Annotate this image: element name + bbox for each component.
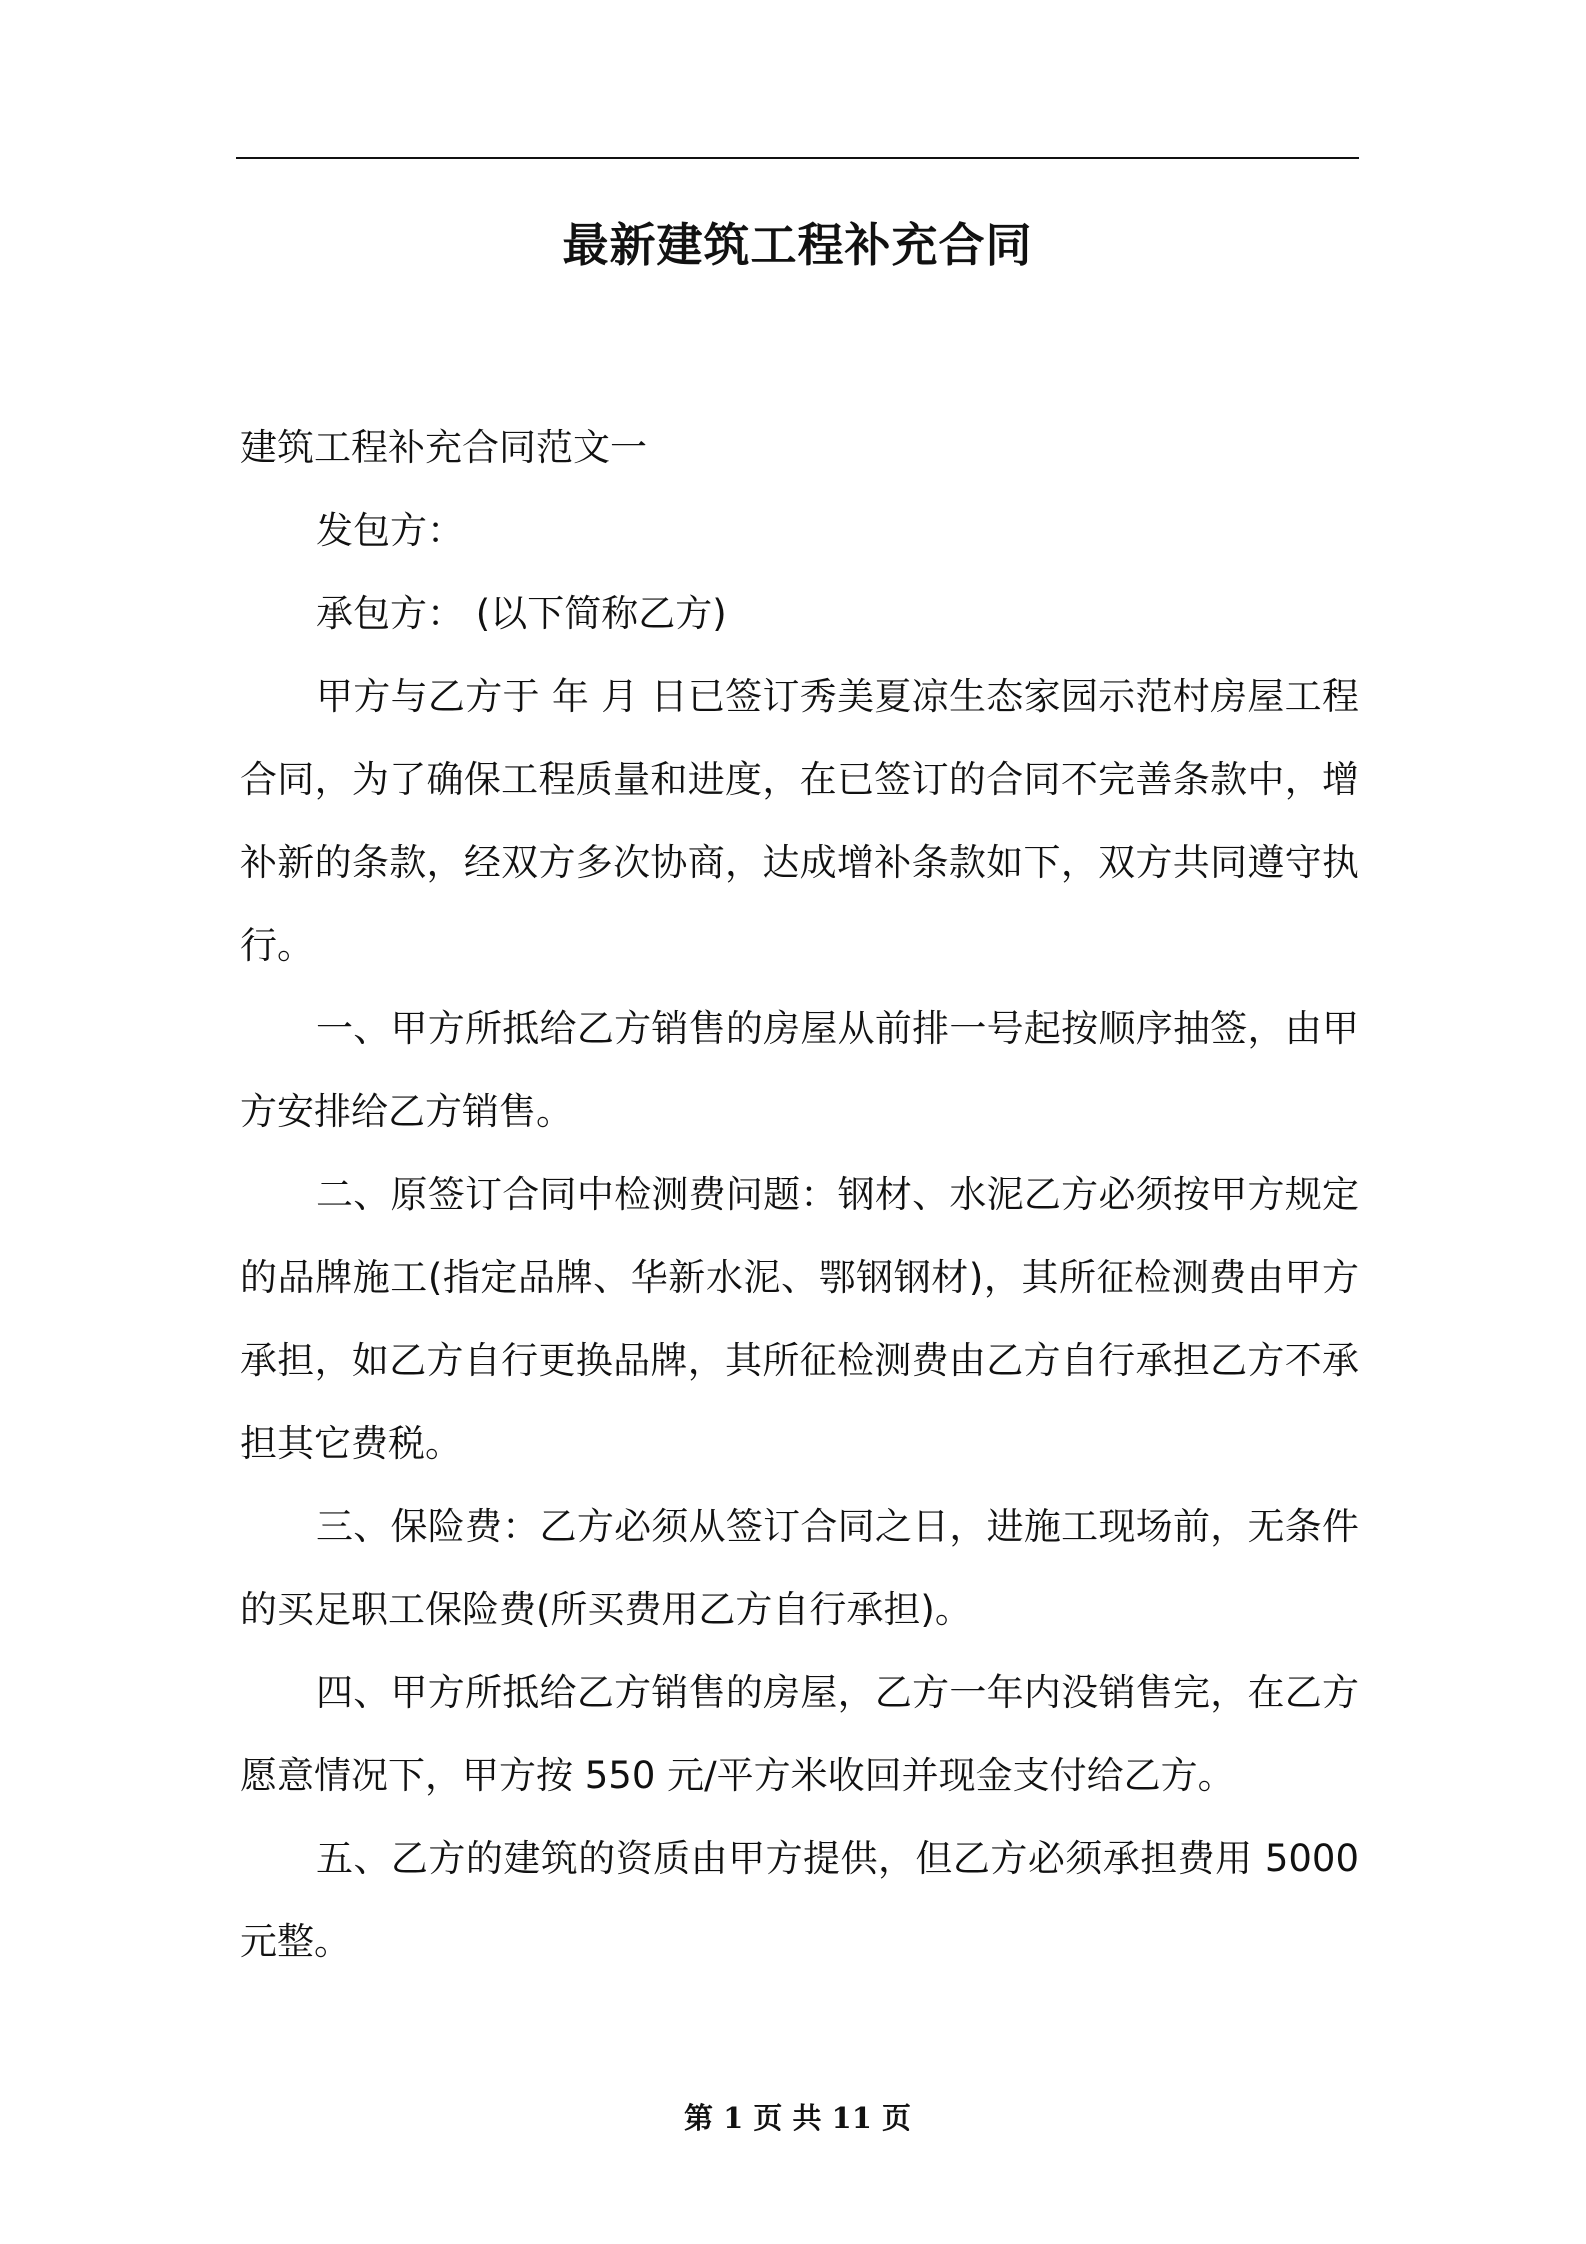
paragraph-clause-4: 四、甲方所抵给乙方销售的房屋，乙方一年内没销售完，在乙方愿意情况下，甲方按 550 元/平方米收回并现金支付给乙方。	[240, 1671, 1359, 1797]
page-number-footer: 第 1 页 共 11 页	[683, 2101, 912, 2135]
paragraph-contractor: 承包方： (以下简称乙方)	[316, 592, 727, 635]
paragraph-clause-2: 二、原签订合同中检测费问题：钢材、水泥乙方必须按甲方规定的品牌施工(指定品牌、华新水泥、鄂钢钢材)，其所征检测费由甲方承担，如乙方自行更换品牌，其所征检测费由乙方自行承担乙方不承担其它费税。	[240, 1173, 1359, 1465]
document-title: 最新建筑工程补充合同	[562, 218, 1033, 272]
header-rule	[236, 157, 1359, 159]
paragraph-clause-1: 一、甲方所抵给乙方销售的房屋从前排一号起按顺序抽签，由甲方安排给乙方销售。	[240, 1007, 1359, 1133]
paragraph-employer: 发包方：	[316, 509, 464, 552]
paragraph-clause-5: 五、乙方的建筑的资质由甲方提供，但乙方必须承担费用 5000 元整。	[240, 1837, 1359, 1963]
section-heading: 建筑工程补充合同范文一	[240, 426, 647, 469]
paragraph-clause-3: 三、保险费：乙方必须从签订合同之日，进施工现场前，无条件的买足职工保险费(所买费用乙方自行承担)。	[240, 1505, 1359, 1631]
document-body	[240, 406, 1359, 1983]
paragraph-intro: 甲方与乙方于 年 月 日已签订秀美夏凉生态家园示范村房屋工程合同，为了确保工程质量和进度，在已签订的合同不完善条款中，增补新的条款，经双方多次协商，达成增补条款如下，双方共同遵守执行。	[240, 675, 1359, 967]
